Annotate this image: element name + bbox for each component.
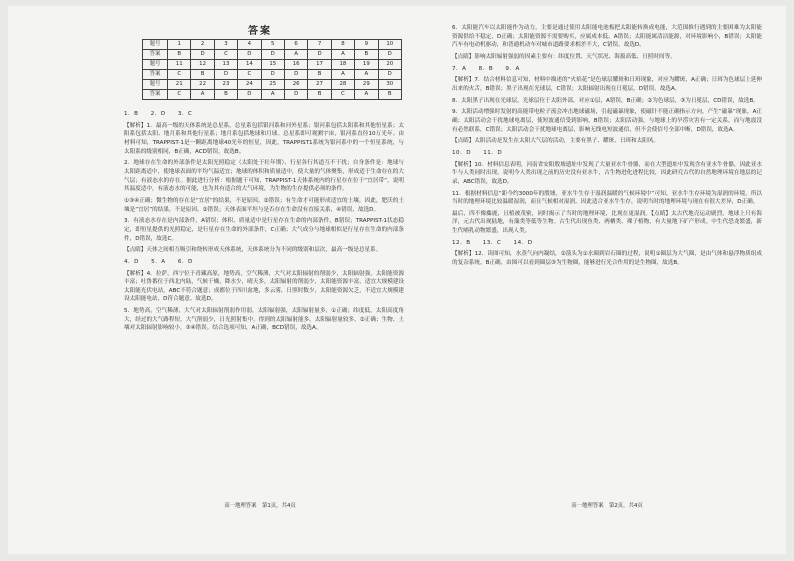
answer-table-cell: B [168, 50, 191, 60]
answer-table-cell: B [308, 70, 331, 80]
answer-table-cell: D [191, 50, 214, 60]
answer-table-cell: 29 [355, 80, 378, 90]
answer-paragraph: 7．A 8．B 9．A [452, 65, 520, 72]
answer-table-cell: A [331, 50, 354, 60]
answer-table-row-label: 答案 [143, 70, 168, 80]
answer-paragraph: 1．B 2．D 3．C [124, 111, 193, 117]
answer-title: 答案 [248, 26, 272, 37]
answer-table-cell: C [168, 70, 191, 80]
answer-paragraph: 11．根据材料信息“距今约3000年的殷墟，亚水牛生存于湿润温暖的气候环境中”可知，亚水牛生存环境为湿润的环境，所以当时的地理环境比较温暖湿润，而且气候相对湿润，因此适合亚水牛生存，说明当时的地理环境与现在有很大差异，D正确。 [452, 190, 762, 206]
answer-table-cell: 12 [191, 60, 214, 70]
answer-paragraph: ①③④正确；微生物的存在是“宜居”的结果，不是原因。②错误；有生命才可能形成适宜的土壤。因此，肥沃的土壤是“宜居”的结果，不是原因。②错误；天体表面平坦与是否存在生命没有直接关系，④错误，故选D。 [124, 197, 404, 213]
answer-table-cell: 5 [261, 40, 284, 50]
page-1-footer: 高一地理答案 第1页，共4页 [224, 502, 296, 509]
answer-table-cell: 14 [238, 60, 261, 70]
answer-table-cell: 2 [191, 40, 214, 50]
answer-table-cell: D [378, 50, 401, 60]
answer-table-cell: D [261, 70, 284, 80]
answer-table-cell: 10 [378, 40, 401, 50]
answer-table-row [143, 80, 402, 90]
page-1 [116, 6, 404, 554]
answer-table-cell: A [261, 90, 284, 100]
answer-paragraph: 【解析】4．拉萨，西宁位于青藏高原，地势高，空气稀薄，大气对太阳辐射的削弱少，太阳辐射强，太阳能资源丰富；吐鲁番位于西北内陆，气候干燥，降水少，晴天多，太阳辐射的削弱少，太阳能资源丰富，适宜大规模建设太阳能光伏电站，ABC不符合题意；成都位于四川盆地，多云雾，日照时数少，太阳能资源欠乏，不适宜大规模建设太阳能电站，D符合题意。故选D。 [124, 270, 404, 303]
answer-table-cell: 23 [214, 80, 237, 90]
answer-table-cell: 3 [214, 40, 237, 50]
answer-table-cell: 16 [284, 60, 307, 70]
answer-paragraph: 4．D 5．A 6．D [124, 258, 193, 265]
answer-table-row [143, 70, 402, 80]
answer-table-cell: 26 [284, 80, 307, 90]
answer-paragraph: 8．太阳黑子出现在光球层，光球层位于太阳外部，对应①层，A错误，B正确；②为色球层，③为日冕层，CD错误，故选B。 [452, 97, 759, 104]
answer-table-cell: 15 [261, 60, 284, 70]
answer-table-cell: 27 [308, 80, 331, 90]
answer-table-cell: B [214, 90, 237, 100]
answer-table-cell: 28 [331, 80, 354, 90]
answer-table-cell: D [238, 90, 261, 100]
answer-paragraph: 6．太阳能汽车以太阳能作为动力，主要是通过使用太阳能电池板把太阳能转换成电能，大范围推行遇到的主要困难为太阳能资源供给不稳定，D正确；太阳能资源不需要购买，应属成本低，A错误；太阳能属清洁能源，对环境影响小，B错误；太阳能汽车有电动机驱动，和普通机动车对城市道路要求相差不大，C错误。故选D。 [452, 25, 762, 49]
answer-table-cell: D [284, 70, 307, 80]
answer-table-cell: D [261, 50, 284, 60]
scanned-sheet [8, 6, 786, 554]
answer-table-cell: 19 [355, 60, 378, 70]
answer-table-cell: D [378, 70, 401, 80]
answer-paragraph: 【点睛】太阳活动是发生在太阳大气层的活动，主要有黑子、耀斑、日珥和太阳风。 [452, 138, 659, 145]
answer-table-row [143, 50, 402, 60]
answer-paragraph: 【点睛】影响太阳辐射强弱的因素主要有：纬度位置、天气状况、海拔高低、日照时间等。 [452, 53, 676, 60]
answer-table-row-label: 题号 [143, 40, 168, 50]
answer-table-cell: 1 [168, 40, 191, 50]
answer-table-cell: D [214, 70, 237, 80]
answer-table-cell: 4 [238, 40, 261, 50]
answer-paragraph: 【解析】12．读图可知，水蒸气向内凝结，②箭头为①水圈到岩石圈的过程，说明①圈层为大气圈，是由气体和悬浮物质组成的复杂系统，B正确，由图可以看到圈层③为生物圈，能够进行光合作用的是生物圈，故选B。 [452, 251, 762, 267]
answer-table-row-label: 答案 [143, 90, 168, 100]
answer-table-cell: 6 [284, 40, 307, 50]
answer-table [142, 39, 402, 100]
answer-table-row-label: 答案 [143, 50, 168, 60]
answer-table-cell: D [284, 90, 307, 100]
answer-paragraph: 10．D 11．D [452, 149, 503, 156]
answer-table-row [143, 90, 402, 100]
answer-table-cell: B [355, 50, 378, 60]
answer-table-cell: A [284, 50, 307, 60]
page-2-content [452, 24, 762, 271]
answer-table-cell: 13 [214, 60, 237, 70]
answer-paragraph: 3．有液态水存在是内部条件，A错误；体积、质量适中是行星存在生命的内部条件，B错误；TRAPPIST-1状态稳定，即恒星提供的光照稳定，是行星存在生命的外部条件，C正确；大气成分与地球相似是行星存在生命的内部条件，D错误，故选C。 [124, 218, 404, 242]
answer-table-cell: 9 [355, 40, 378, 50]
answer-table-cell: C [168, 90, 191, 100]
answer-table-row [143, 60, 402, 70]
answer-table-cell: B [191, 70, 214, 80]
answer-table-cell: B [378, 90, 401, 100]
answer-table-row-label: 题号 [143, 60, 168, 70]
answer-paragraph: 12．B 13．C 14．D [452, 239, 533, 246]
answer-table-cell: C [214, 50, 237, 60]
answer-table-cell: D [308, 50, 331, 60]
answer-table-row [143, 40, 402, 50]
answer-table-cell: 25 [261, 80, 284, 90]
answer-paragraph: 【解析】1．最高一级的天体系统是总星系，总星系包括银河系和河外星系；银河系包括太阳系和其他恒星系；太阳系包括太阳、地月系和其他行星系；地月系包括地球和月球。总星系即可观测宇宙，银河系直径10万光年。由材料可知，TRAPPIST-1是一颗距离地球40光年的恒星，因此，TRAPPIST1系统为银河系中的一个恒星系统，与太阳系的级别相同，B正确，ACD错误，故选B。 [124, 122, 404, 155]
answer-paragraph: 【解析】10．材料信息表明，河南省安阳殷墟遗址中发现了大量亚水牛骨骼，而在大型遗址中发现含有亚水牛骨骼，因此亚水牛与人类同时出现，说明今人类出现之前的历史没有亚水牛，古生物进化进程比较，因此研究古代的自然地理环境在地层的记录，ABC错误，故选D。 [452, 161, 762, 185]
page-1-content [124, 110, 404, 336]
answer-table-cell: 18 [331, 60, 354, 70]
answer-table-cell: 24 [238, 80, 261, 90]
answer-table-cell: A [355, 90, 378, 100]
answer-table-cell: A [191, 90, 214, 100]
answer-table-cell: C [331, 90, 354, 100]
page-2-footer: 高一地理答案 第2页，共4页 [571, 502, 643, 509]
answer-table-cell: D [238, 50, 261, 60]
answer-table-cell: A [331, 70, 354, 80]
answer-paragraph: 9．太阳活动增强时发射的高能带电粒子流会冲击地球磁场，引起磁暴现象，使磁针不能正确指示方向，产生“磁暴”现象，A正确；太阳活动会干扰地球电离层，使短波通信受到影响，B错误；太阳活动强，与地球上的旱涝灾害有一定关系，而与地震没有必然联系，C错误；太阳活动会干扰地球电离层，影响无线电短波通信，但不会使信号全部中断，D错误，故选A。 [452, 109, 762, 133]
answer-table-cell: 30 [378, 80, 401, 90]
answer-paragraph: 最后，四不像麋鹿，且植被茂密，同时揭示了当时的地理环境，比现在更湿润。【点睛】太古代地壳运动剧烈，地球上只有海洋，元古代出现陆地，有藻类等低等生物。古生代出现鱼类、两栖类、裸子植物，有大量地下矿产形成。中生代恐龙繁盛，新生代哺乳动物繁盛，出现人类。 [452, 210, 762, 235]
answer-table-cell: A [355, 70, 378, 80]
answer-table-cell: 20 [378, 60, 401, 70]
page-2 [452, 6, 762, 554]
answer-paragraph: 【解析】7．结合材料信息可知，材料中描述的“火焰花”是色球层耀斑和日珥现象，对应为耀斑，A正确；日珥为色球层上延伸出来的火舌，B错误；黑子出现在光球层，C错误；太阳辐射出现在日冕层，D错误。故选A。 [452, 77, 762, 92]
answer-table-cell: 11 [168, 60, 191, 70]
answer-table-cell: 8 [331, 40, 354, 50]
answer-table-row-label: 题号 [143, 80, 168, 90]
answer-table-cell: 7 [308, 40, 331, 50]
answer-table-cell: C [238, 70, 261, 80]
answer-paragraph: 【点睛】天体之间相互吸引和绕转形成天体系统，天体系统分为不同的级别和层次，最高一级是总星系。 [124, 247, 382, 254]
answer-paragraph: 2．地球存在生命的外部条件是太阳光照稳定（太阳处于壮年期）、行星各行其道互不干扰；自身条件是：地球与太阳距离适中，使地球表面的平均气温适宜；地球的体积和质量适中，使大量的气体聚集，形成适于生命存在的大气层；有液态水的存在。据此进行分析：根据题干可知，TRAPPIST-1天体系统内的行星存在位于“宜居带”，说明其温度适中，有液态水的可能，也为其有适合的大气环境，为生物的生存提供必须的条件。 [124, 160, 404, 193]
answer-table-cell: 22 [191, 80, 214, 90]
answer-table-cell: 21 [168, 80, 191, 90]
answer-paragraph: 5．地势高，空气稀薄，大气对太阳辐射削弱作用弱，太阳辐射强，太阳辐射量多，①正确；纬度低，太阳高度角大，经过的大气路程短，大气削弱少，日光照射集中，得到的太阳辐射能多，太阳辐射量较多，②正确；生物、土壤对太阳辐射影响较小，③④错误。结合选项可知，A正确，BCD错误，故选A。 [124, 308, 404, 332]
answer-table-cell: 17 [308, 60, 331, 70]
answer-table-cell: B [308, 90, 331, 100]
